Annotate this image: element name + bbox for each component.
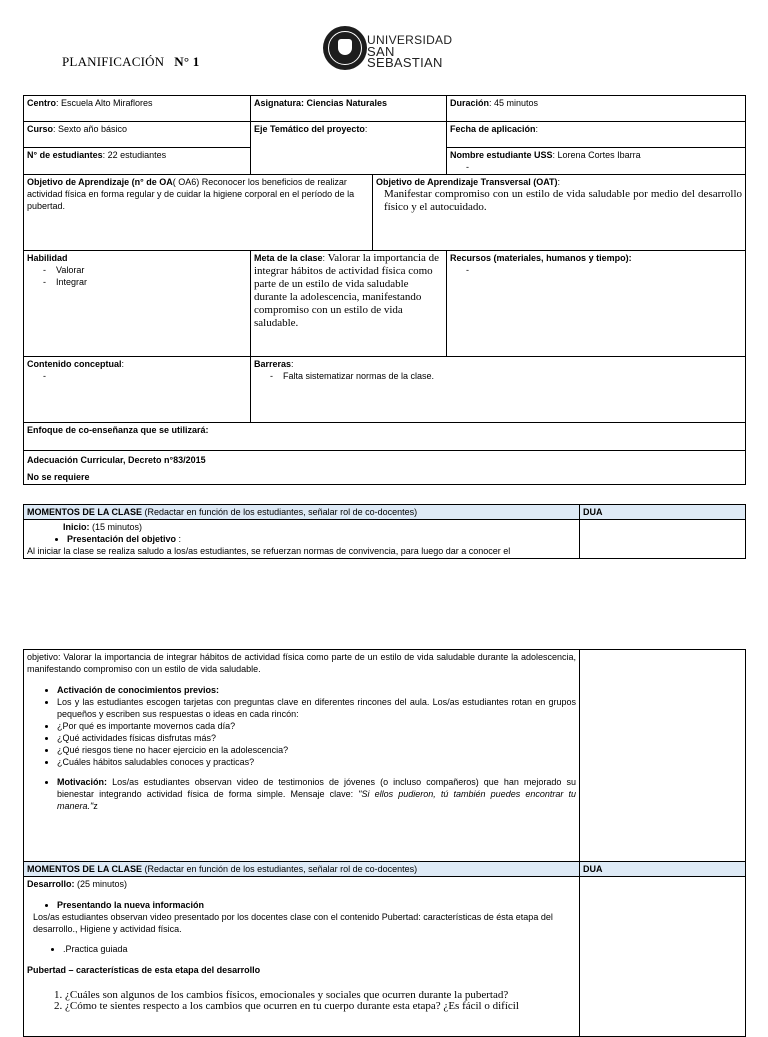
eje-cell: Eje Temático del proyecto: — [251, 122, 447, 175]
enfoque-cell: Enfoque de co-enseñanza que se utilizará: — [24, 423, 746, 451]
list-item: 1. ¿Cuáles son algunos de los cambios físicos, emocionales y sociales que ocurren durante la pubertad? — [65, 990, 576, 1001]
centro-cell: Centro: Escuela Alto Miraflores — [24, 96, 251, 122]
momentos-table-2 — [23, 649, 746, 1037]
momentos-header: MOMENTOS DE LA CLASE (Redactar en función de los estudiantes, señalar rol de co-docentes) — [24, 862, 580, 877]
inicio-cell: Inicio: (15 minutos) • Presentación del objetivo : Al iniciar la clase se realiza saludo a los/as estudiantes, se refuerzan normas de convivencia, para luego dar a conocer el — [24, 520, 580, 559]
list-item: 2. ¿Cómo te sientes respecto a los cambios que ocurren en tu cuerpo durante esta etapa? ¿Es fácil o difícil — [65, 1001, 576, 1012]
adecuacion-cell: Adecuación Curricular, Decreto n°83/2015 No se requiere — [24, 451, 746, 485]
list-item: - Falta sistematizar normas de la clase. — [270, 370, 742, 382]
logo-line-2: SAN SEBASTIAN — [367, 44, 443, 70]
list-item: • Presentación del objetivo : — [67, 533, 576, 545]
plan-number: N° 1 — [174, 54, 200, 69]
list-item: - Integrar — [43, 276, 247, 288]
curso-cell: Curso: Sexto año básico — [24, 122, 251, 148]
list-item: • Los y las estudiantes escogen tarjetas con preguntas clave en diferentes rincones del aula. Los/as estudiantes rotan en grupos pequeños y escriben sus respuestas o ideas en cada rincón: — [57, 696, 576, 720]
university-logo — [323, 26, 473, 72]
list-item: - Valorar — [43, 264, 247, 276]
barreras-list — [254, 370, 742, 382]
meta-cell: Meta de la clase: Valorar la importancia de integrar hábitos de actividad física como parte de un estilo de vida saludable durante la adolescencia, manifestando compromiso con un estilo de vida saludable. — [251, 251, 447, 357]
list-item: • .Practica guiada — [63, 943, 576, 955]
estudiantes-cell: N° de estudiantes: 22 estudiantes — [24, 148, 251, 175]
list-item: • ¿Por qué es importante movernos cada día? — [57, 720, 576, 732]
university-seal-icon — [323, 26, 367, 70]
habilidad-cell: Habilidad - Valorar - Integrar — [24, 251, 251, 357]
momentos-header: MOMENTOS DE LA CLASE (Redactar en función de los estudiantes, señalar rol de co-docentes) — [24, 505, 580, 520]
info-table — [23, 95, 746, 485]
logo-text — [367, 35, 473, 68]
list-item: • Activación de conocimientos previos: — [57, 684, 576, 696]
contenido-cell: Contenido conceptual: - — [24, 357, 251, 423]
list-item: • ¿Qué actividades físicas disfrutas más? — [57, 732, 576, 744]
title-text: PLANIFICACIÓN — [62, 54, 165, 69]
habilidad-list — [27, 264, 247, 288]
desarrollo-cell: Desarrollo: (25 minutos) • Presentando la nueva información Los/as estudiantes observan video presentado por los docentes clase con el contenido Pubertad: características de ésta etapa del desarrollo., Higiene y actividad física. • .Practica guiada Pubertad – características de esta etapa del desarrollo 1. ¿Cuáles son algunos de los cambios físicos, emocionales y sociales que ocurren durante la pubertad? 2. ¿Cómo te sientes respecto a los cambios que ocurren en tu cuerpo durante esta etapa? ¿Es fácil o difícil — [24, 877, 580, 1037]
list-item: • ¿Cuáles hábitos saludables conoces y practicas? — [57, 756, 576, 768]
dua-header: DUA — [580, 862, 746, 877]
page-title — [62, 54, 199, 70]
barreras-cell: Barreras: - Falta sistematizar normas de la clase. — [251, 357, 746, 423]
oat-cell: Objetivo de Aprendizaje Transversal (OAT): Manifestar compromiso con un estilo de vida saludable por medio del desarrollo físico y el autocuidado. — [373, 175, 746, 251]
activacion-list — [27, 696, 576, 768]
list-item: • Motivación: Los/as estudiantes observan video de testimonios de jóvenes (o incluso compañeros) que han mejorado su bienestar integrando actividad física de forma simple. Mensaje clave: "Si ellos pudieron, tú también puedes encontrar tu manera."z — [57, 776, 576, 812]
asignatura-cell: Asignatura: Ciencias Naturales — [251, 96, 447, 122]
logo-line-1: UNIVERSIDAD — [367, 33, 453, 47]
recursos-cell: Recursos (materiales, humanos y tiempo): - — [447, 251, 746, 357]
dua-cell — [580, 877, 746, 1037]
list-item: • Presentando la nueva información — [57, 899, 576, 911]
nombre-cell: Nombre estudiante USS: Lorena Cortes Ibarra - — [447, 148, 746, 175]
dua-header: DUA — [580, 505, 746, 520]
momentos-table-1 — [23, 504, 746, 559]
list-item: • ¿Qué riesgos tiene no hacer ejercicio en la adolescencia? — [57, 744, 576, 756]
oa-cell: Objetivo de Aprendizaje (n° de OA( OA6) Reconocer los beneficios de realizar actividad física en forma regular y de cuidar la higiene corporal en el período de la pubertad. — [24, 175, 373, 251]
dua-cell — [580, 650, 746, 862]
continuation-cell: objetivo: Valorar la importancia de integrar hábitos de actividad física como parte de un estilo de vida saludable durante la adolescencia, manifestando compromiso con un estilo de vida saludable. • Activación de conocimientos previos: • Los y las estudiantes escogen tarjetas con preguntas clave en diferentes rincones del aula. Los/as estudiantes rotan en grupos pequeños y escriben sus respuestas o ideas en cada rincón: • ¿Por qué es importante movernos cada día? • ¿Qué actividades físicas disfrutas más? • ¿Qué riesgos tiene no hacer ejercicio en la adolescencia? • ¿Cuáles hábitos saludables conoces y practicas? • Motivación: Los/as estudiantes observan video de testimonios de jóvenes (o incluso compañeros) que han mejorado su bienestar integrando actividad física de forma simple. Mensaje clave: "Si ellos pudieron, tú también puedes encontrar tu manera."z — [24, 650, 580, 862]
dua-cell — [580, 520, 746, 559]
fecha-cell: Fecha de aplicación: — [447, 122, 746, 148]
duracion-cell: Duración: 45 minutos — [447, 96, 746, 122]
